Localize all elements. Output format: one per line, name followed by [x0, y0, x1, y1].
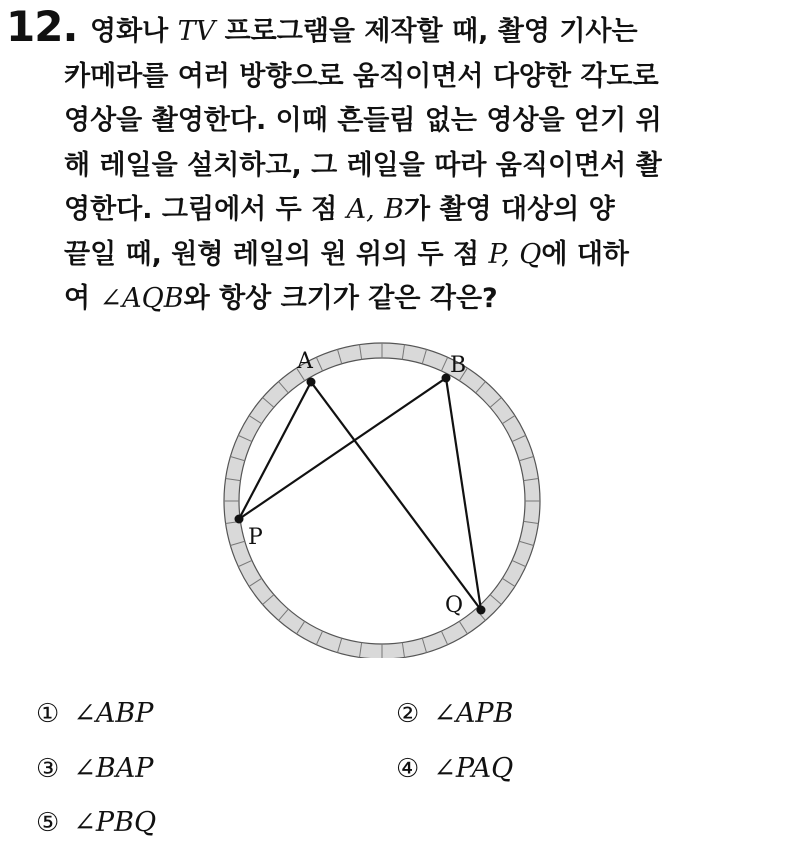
text-segment: 가 촬영 대상의 양: [403, 194, 615, 225]
text-segment: 와 항상 크기가 같은 각은?: [183, 283, 498, 314]
choice-number: ⑤: [36, 808, 60, 838]
choice-angle: ∠ABP: [73, 698, 154, 729]
choice-3[interactable]: [36, 753, 153, 784]
choice-number: ③: [36, 754, 60, 784]
text-segment: 에 대하: [541, 238, 630, 270]
math-point-p: P,: [488, 238, 510, 270]
choice-1[interactable]: [36, 698, 153, 729]
math-tv: TV: [177, 16, 216, 47]
choice-number: ④: [396, 754, 420, 784]
question-text: [64, 10, 764, 322]
question-line-7: [64, 277, 764, 322]
choice-angle: ∠PBQ: [73, 807, 157, 838]
question-number: 12.: [6, 2, 78, 51]
math-angle-aqb: ∠AQB: [99, 283, 184, 314]
choice-angle: ∠BAP: [73, 753, 154, 784]
choice-angle: ∠APB: [433, 698, 514, 729]
text-segment: 영한다. 그림에서 두 점: [64, 194, 338, 225]
point-a: [307, 378, 316, 387]
choice-number: ②: [396, 699, 420, 729]
text-segment: 프로그램을 제작할 때, 촬영 기사는: [224, 16, 638, 47]
question-line-6: [64, 233, 764, 278]
point-p: [235, 515, 244, 524]
choice-2[interactable]: [396, 698, 513, 729]
label-a: A: [297, 349, 313, 374]
choice-number: ①: [36, 699, 60, 729]
label-p: P: [248, 525, 263, 550]
math-point-b: B: [384, 194, 404, 225]
question-line-3: 영상을 촬영한다. 이때 흔들림 없는 영상을 얻기 위: [64, 105, 662, 136]
math-point-q: Q: [519, 238, 542, 270]
choice-4[interactable]: [396, 753, 513, 784]
question-line-5: [64, 188, 764, 233]
question-line-1: [90, 10, 764, 55]
label-b: B: [450, 353, 467, 378]
point-q: [477, 606, 486, 615]
text-segment: 끝일 때, 원형 레일의 원 위의 두 점: [64, 238, 480, 270]
question-line-4: 해 레일을 설치하고, 그 레일을 따라 움직이면서 촬: [64, 149, 662, 181]
circular-rail: [224, 343, 540, 658]
label-q: Q: [445, 593, 464, 618]
text-segment: 여: [64, 283, 91, 314]
math-point-a: A,: [346, 194, 375, 225]
choice-angle: ∠PAQ: [433, 753, 514, 784]
circular-rail-figure: [210, 338, 550, 658]
choice-5[interactable]: [36, 807, 156, 838]
text-segment: 영화나: [90, 16, 169, 47]
question-line-2: 카메라를 여러 방향으로 움직이면서 다양한 각도로: [64, 60, 659, 92]
